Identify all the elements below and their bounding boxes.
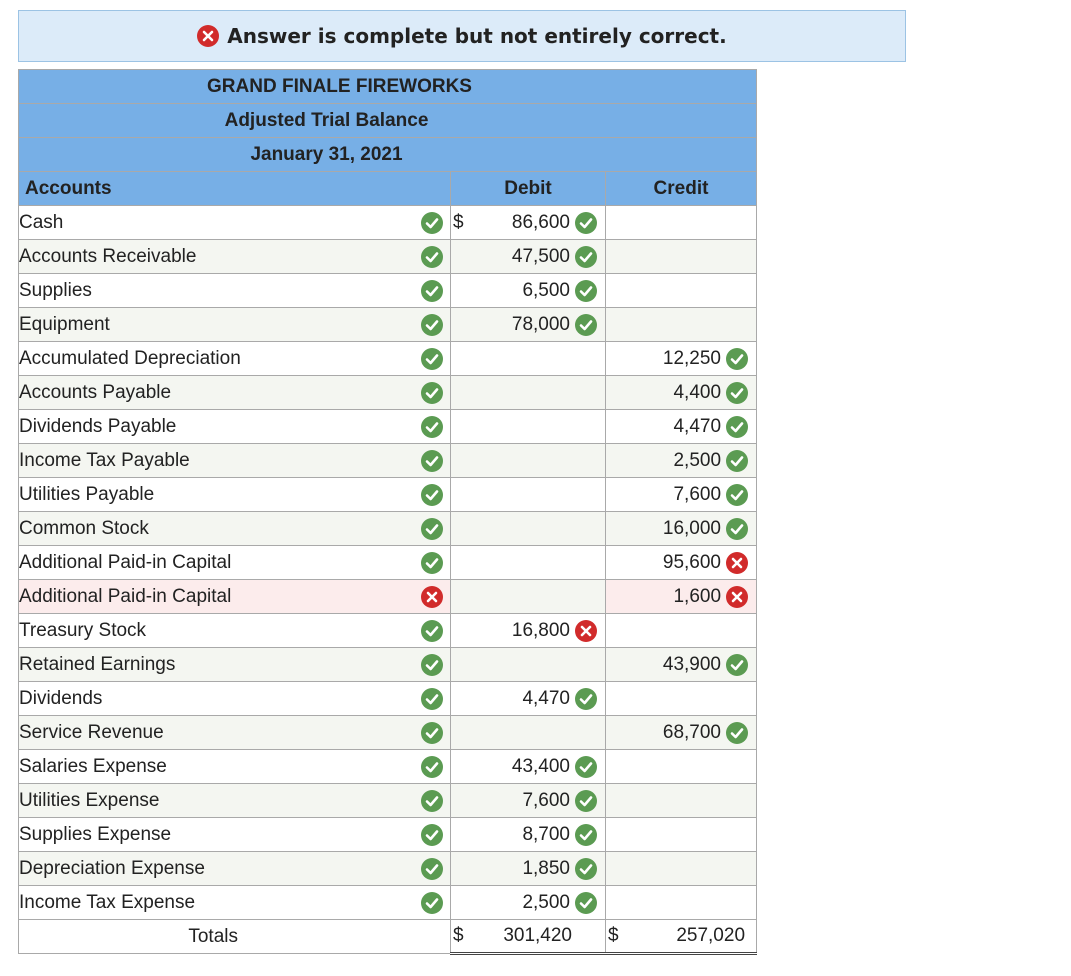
table-row (19, 274, 757, 308)
check-correct-icon (575, 824, 597, 846)
account-cell[interactable] (19, 512, 451, 546)
trial-balance-table (18, 69, 757, 955)
table-row (19, 478, 757, 512)
debit-cell[interactable] (451, 818, 606, 852)
totals-label: Totals (19, 920, 451, 954)
account-cell[interactable] (19, 580, 451, 614)
table-row (19, 206, 757, 240)
account-cell[interactable] (19, 614, 451, 648)
account-name: Supplies (19, 279, 92, 301)
account-name: Common Stock (19, 517, 149, 539)
account-cell[interactable] (19, 240, 451, 274)
account-cell[interactable] (19, 750, 451, 784)
account-cell[interactable] (19, 376, 451, 410)
credit-cell[interactable] (606, 784, 757, 818)
check-correct-icon (726, 450, 748, 472)
check-correct-icon (421, 518, 443, 540)
credit-cell[interactable] (606, 342, 757, 376)
credit-cell[interactable] (606, 750, 757, 784)
account-cell[interactable] (19, 682, 451, 716)
debit-cell[interactable] (451, 478, 606, 512)
table-row (19, 342, 757, 376)
debit-value: 4,470 (522, 687, 570, 709)
credit-cell[interactable] (606, 444, 757, 478)
totals-row (19, 920, 757, 954)
debit-value: 47,500 (511, 245, 570, 267)
table-row (19, 444, 757, 478)
dollar-sign: $ (608, 925, 619, 946)
credit-cell[interactable] (606, 410, 757, 444)
credit-column-header: Credit (606, 172, 757, 206)
credit-cell[interactable] (606, 886, 757, 920)
debit-value: 43,400 (511, 755, 570, 777)
statement-title: Adjusted Trial Balance (19, 104, 757, 138)
debit-value: 2,500 (522, 891, 570, 913)
dollar-sign: $ (453, 211, 464, 233)
check-correct-icon (421, 824, 443, 846)
credit-cell[interactable] (606, 818, 757, 852)
account-name: Supplies Expense (19, 823, 172, 845)
check-correct-icon (726, 654, 748, 676)
account-name: Accumulated Depreciation (19, 347, 241, 369)
table-row (19, 512, 757, 546)
check-correct-icon (726, 348, 748, 370)
check-correct-icon (575, 314, 597, 336)
credit-value: 1,600 (673, 585, 722, 607)
check-correct-icon (575, 892, 597, 914)
debit-cell[interactable] (451, 580, 606, 614)
debit-cell[interactable] (451, 886, 606, 920)
credit-cell[interactable] (606, 376, 757, 410)
credit-value: 16,000 (662, 517, 722, 539)
check-correct-icon (421, 416, 443, 438)
table-row (19, 614, 757, 648)
credit-value: 12,250 (662, 347, 722, 369)
debit-cell[interactable] (451, 274, 606, 308)
check-correct-icon (421, 858, 443, 880)
credit-value: 2,500 (673, 449, 722, 471)
feedback-message: Answer is complete but not entirely correct. (227, 24, 727, 48)
debit-cell[interactable] (451, 852, 606, 886)
account-name: Equipment (19, 313, 110, 335)
debit-cell[interactable] (451, 206, 606, 240)
table-row (19, 716, 757, 750)
account-cell[interactable] (19, 478, 451, 512)
account-cell[interactable] (19, 206, 451, 240)
check-correct-icon (421, 892, 443, 914)
check-correct-icon (421, 654, 443, 676)
account-cell[interactable] (19, 716, 451, 750)
check-correct-icon (421, 280, 443, 302)
table-row (19, 376, 757, 410)
account-name: Additional Paid-in Capital (19, 585, 232, 607)
x-incorrect-icon (726, 586, 748, 608)
feedback-banner (18, 10, 906, 62)
company-name: GRAND FINALE FIREWORKS (19, 70, 757, 104)
account-cell[interactable] (19, 342, 451, 376)
account-name: Treasury Stock (19, 619, 147, 641)
table-row (19, 240, 757, 274)
credit-value: 68,700 (662, 721, 722, 743)
debit-cell[interactable] (451, 444, 606, 478)
account-name: Income Tax Expense (19, 891, 196, 913)
credit-value: 95,600 (662, 551, 722, 573)
account-name: Utilities Payable (19, 483, 155, 505)
debit-cell[interactable] (451, 342, 606, 376)
account-name: Dividends (19, 687, 103, 709)
debit-cell[interactable] (451, 614, 606, 648)
credit-cell[interactable] (606, 478, 757, 512)
credit-cell[interactable] (606, 240, 757, 274)
account-name: Salaries Expense (19, 755, 167, 777)
check-correct-icon (421, 688, 443, 710)
table-row (19, 886, 757, 920)
account-cell[interactable] (19, 546, 451, 580)
check-correct-icon (726, 416, 748, 438)
credit-cell[interactable] (606, 580, 757, 614)
credit-cell[interactable] (606, 614, 757, 648)
check-correct-icon (421, 314, 443, 336)
table-row (19, 308, 757, 342)
debit-value: 8,700 (522, 823, 570, 845)
check-correct-icon (726, 382, 748, 404)
check-correct-icon (421, 620, 443, 642)
table-row (19, 818, 757, 852)
accounts-column-header: Accounts (19, 172, 451, 206)
debit-cell[interactable] (451, 512, 606, 546)
x-incorrect-icon (726, 552, 748, 574)
table-row (19, 580, 757, 614)
check-correct-icon (726, 484, 748, 506)
check-correct-icon (421, 756, 443, 778)
x-incorrect-icon (421, 586, 443, 608)
check-correct-icon (575, 280, 597, 302)
account-cell[interactable] (19, 818, 451, 852)
table-row (19, 546, 757, 580)
account-name: Utilities Expense (19, 789, 160, 811)
debit-cell[interactable] (451, 682, 606, 716)
credit-cell[interactable] (606, 512, 757, 546)
table-row (19, 750, 757, 784)
account-cell[interactable] (19, 648, 451, 682)
statement-date: January 31, 2021 (19, 138, 757, 172)
check-correct-icon (726, 722, 748, 744)
check-correct-icon (421, 246, 443, 268)
total-credit-cell (606, 920, 757, 954)
account-name: Depreciation Expense (19, 857, 205, 879)
check-correct-icon (575, 246, 597, 268)
debit-value: 1,850 (522, 857, 570, 879)
account-cell[interactable] (19, 274, 451, 308)
credit-cell[interactable] (606, 206, 757, 240)
x-incorrect-icon (575, 620, 597, 642)
debit-column-header: Debit (451, 172, 606, 206)
account-cell[interactable] (19, 852, 451, 886)
account-cell[interactable] (19, 410, 451, 444)
check-correct-icon (421, 484, 443, 506)
debit-cell[interactable] (451, 308, 606, 342)
credit-value: 4,470 (673, 415, 722, 437)
credit-value: 7,600 (673, 483, 722, 505)
account-name: Service Revenue (19, 721, 164, 743)
credit-cell[interactable] (606, 274, 757, 308)
check-correct-icon (575, 688, 597, 710)
credit-cell[interactable] (606, 682, 757, 716)
account-name: Income Tax Payable (19, 449, 190, 471)
debit-value: 6,500 (522, 279, 570, 301)
account-cell[interactable] (19, 444, 451, 478)
check-correct-icon (421, 790, 443, 812)
credit-cell[interactable] (606, 648, 757, 682)
credit-cell[interactable] (606, 308, 757, 342)
table-row (19, 682, 757, 716)
table-row (19, 784, 757, 818)
total-debit-value: 301,420 (503, 925, 572, 946)
table-row (19, 852, 757, 886)
account-name: Dividends Payable (19, 415, 177, 437)
table-row (19, 648, 757, 682)
account-cell[interactable] (19, 308, 451, 342)
debit-cell[interactable] (451, 376, 606, 410)
total-credit-value: 257,020 (676, 925, 746, 946)
total-debit-cell (451, 920, 606, 954)
credit-value: 43,900 (662, 653, 722, 675)
account-name: Accounts Receivable (19, 245, 197, 267)
check-correct-icon (575, 212, 597, 234)
check-correct-icon (421, 348, 443, 370)
table-row (19, 410, 757, 444)
debit-cell[interactable] (451, 546, 606, 580)
account-cell[interactable] (19, 886, 451, 920)
check-correct-icon (421, 382, 443, 404)
check-correct-icon (575, 756, 597, 778)
debit-cell[interactable] (451, 240, 606, 274)
credit-value: 4,400 (673, 381, 722, 403)
account-name: Retained Earnings (19, 653, 176, 675)
account-name: Additional Paid-in Capital (19, 551, 232, 573)
debit-cell[interactable] (451, 716, 606, 750)
credit-cell[interactable] (606, 546, 757, 580)
debit-value: 78,000 (511, 313, 570, 335)
debit-cell[interactable] (451, 410, 606, 444)
debit-cell[interactable] (451, 648, 606, 682)
account-name: Cash (19, 211, 64, 233)
dollar-sign: $ (453, 925, 464, 946)
check-correct-icon (575, 858, 597, 880)
check-correct-icon (575, 790, 597, 812)
check-correct-icon (421, 212, 443, 234)
check-correct-icon (421, 552, 443, 574)
check-correct-icon (421, 450, 443, 472)
account-name: Accounts Payable (19, 381, 172, 403)
check-correct-icon (726, 518, 748, 540)
error-x-icon (197, 25, 219, 47)
debit-value: 7,600 (522, 789, 570, 811)
credit-cell[interactable] (606, 716, 757, 750)
debit-cell[interactable] (451, 750, 606, 784)
debit-value: 16,800 (511, 619, 570, 641)
debit-cell[interactable] (451, 784, 606, 818)
check-correct-icon (421, 722, 443, 744)
account-cell[interactable] (19, 784, 451, 818)
debit-value: 86,600 (511, 211, 570, 233)
credit-cell[interactable] (606, 852, 757, 886)
